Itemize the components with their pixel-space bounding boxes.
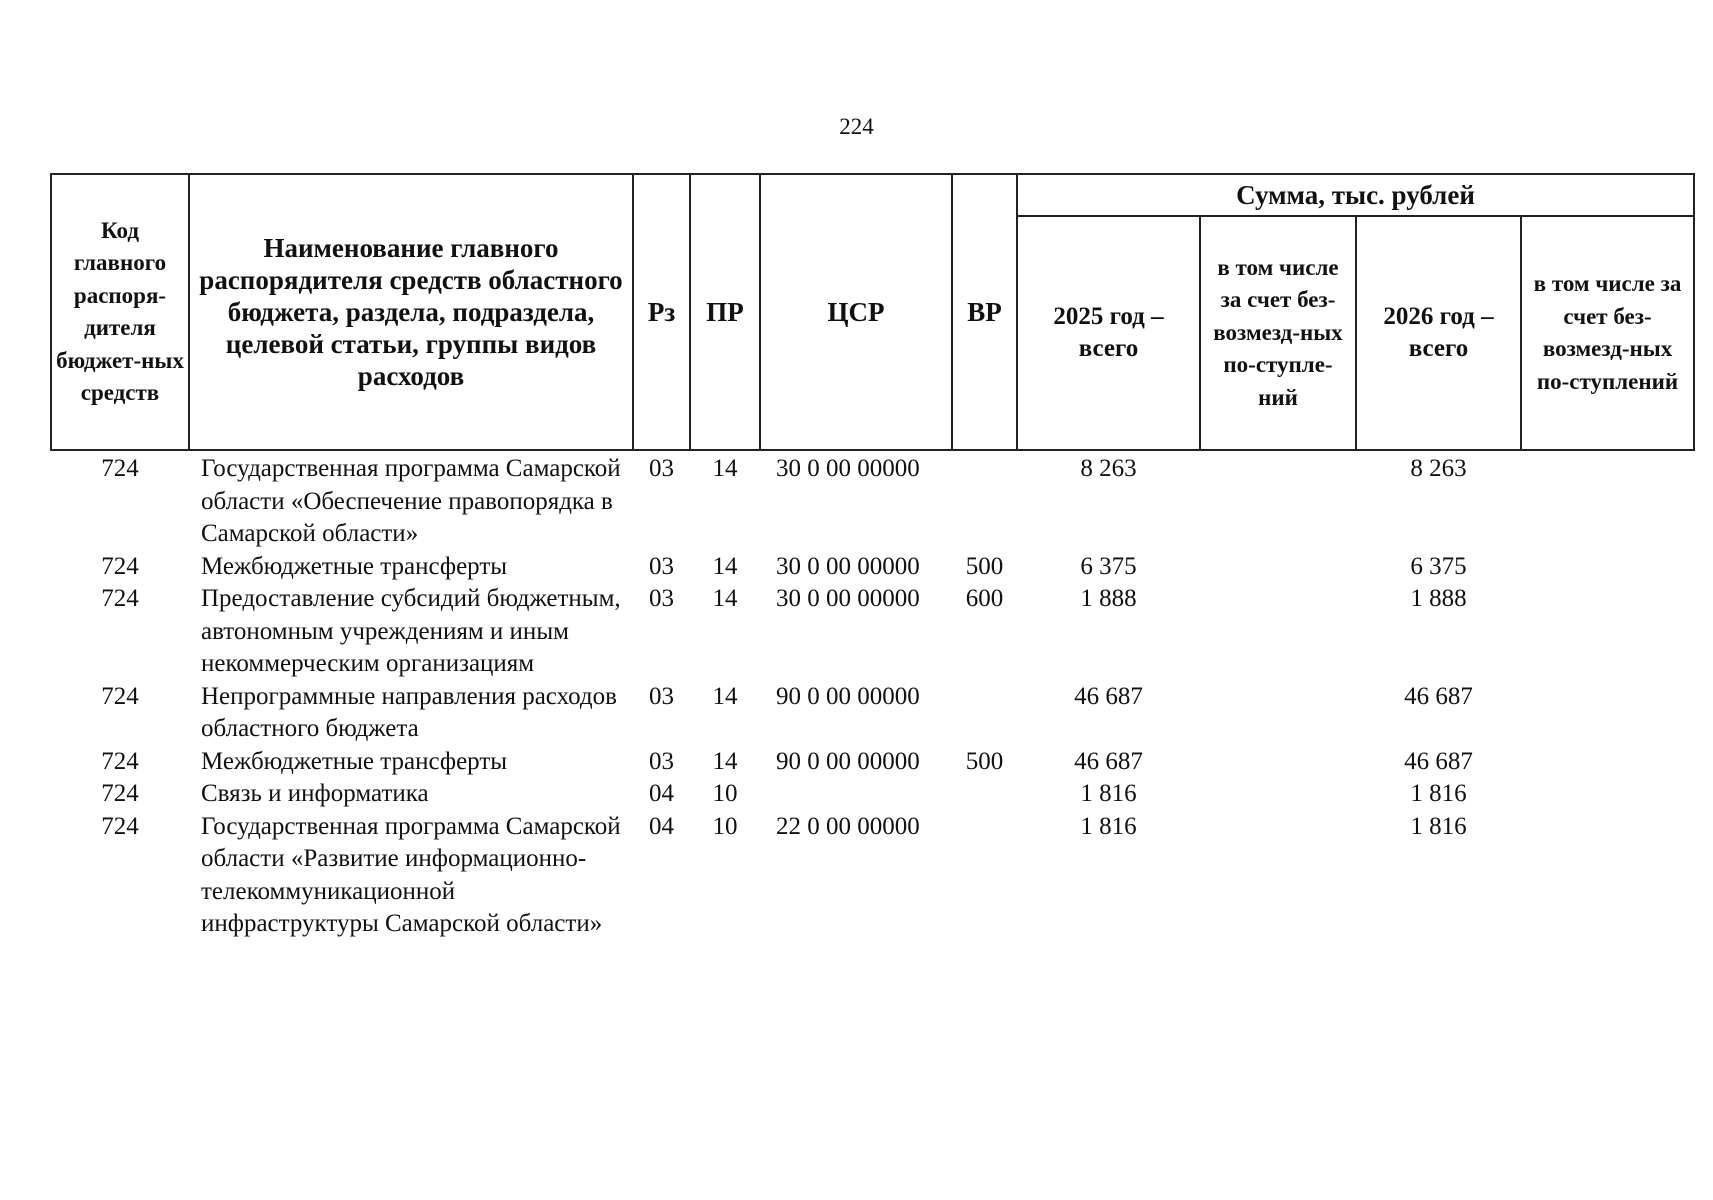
cell-2025-gratuitous [1200, 551, 1356, 584]
cell-2026-total: 8 263 [1410, 455, 1467, 482]
cell-csr: 90 0 00 00000 [776, 747, 920, 775]
cell-2025-total: 1 816 [1080, 780, 1137, 807]
cell-2026-total: 1 888 [1410, 585, 1467, 612]
cell-pr: 14 [712, 455, 738, 482]
cell-2026-gratuitous [1521, 551, 1694, 584]
cell-2025-total: 6 375 [1080, 552, 1137, 580]
cell-name: Связь и информатика [201, 780, 429, 807]
cell-2025-gratuitous [1200, 583, 1356, 681]
table-row [51, 450, 1694, 551]
table-header [51, 174, 1694, 450]
cell-vr: 600 [965, 585, 1004, 612]
cell-code: 724 [101, 812, 139, 840]
page-number: 224 [839, 114, 874, 139]
cell-vr: 500 [965, 747, 1004, 775]
cell-2026-gratuitous [1521, 450, 1694, 551]
cell-csr: 30 0 00 00000 [776, 585, 920, 612]
cell-2025-gratuitous [1200, 811, 1356, 941]
cell-code: 724 [101, 455, 139, 482]
header-name: Наименование главного распорядителя средств областного бюджета, раздела, подраздела, целевой статьи, группы видов расходов [189, 174, 633, 450]
table-row [51, 746, 1694, 779]
cell-pr: 14 [712, 682, 738, 710]
cell-name: Межбюджетные трансферты [201, 747, 508, 775]
cell-pr: 14 [712, 747, 738, 775]
cell-2026-gratuitous [1521, 778, 1694, 811]
cell-2025-total: 46 687 [1074, 747, 1143, 775]
table-row [51, 551, 1694, 584]
cell-csr: 30 0 00 00000 [776, 455, 920, 482]
cell-code: 724 [101, 747, 139, 775]
table-row [51, 778, 1694, 811]
cell-2026-total: 46 687 [1404, 747, 1473, 775]
table-row [51, 811, 1694, 941]
cell-rz: 03 [649, 455, 674, 482]
cell-vr [952, 778, 1017, 811]
header-2026-gratuitous: в том числе за счет без-возмезд-ных по-ступлений [1521, 216, 1694, 450]
cell-2025-gratuitous [1200, 681, 1356, 746]
cell-csr: 90 0 00 00000 [776, 682, 920, 710]
header-2026-total: 2026 год – всего [1356, 216, 1521, 450]
cell-code: 724 [101, 552, 139, 580]
table-row [51, 583, 1694, 681]
header-code: Код главного распоря-дителя бюджет-ных средств [51, 174, 189, 450]
header-rz: Рз [633, 174, 690, 450]
cell-2026-gratuitous [1521, 811, 1694, 941]
cell-2026-gratuitous [1521, 746, 1694, 779]
cell-2025-gratuitous [1200, 450, 1356, 551]
header-pr: ПР [690, 174, 760, 450]
cell-code: 724 [101, 780, 139, 807]
cell-vr [952, 450, 1017, 551]
cell-rz: 03 [649, 585, 674, 612]
cell-2025-total: 1 888 [1080, 585, 1137, 612]
cell-csr [760, 778, 952, 811]
cell-2025-total: 1 816 [1080, 812, 1137, 840]
cell-name: Непрограммные направления расходов областного бюджета [201, 682, 617, 742]
header-csr: ЦСР [760, 174, 952, 450]
cell-vr: 500 [965, 552, 1004, 580]
cell-name: Государственная программа Самарской области «Обеспечение правопорядка в Самарской области» [201, 455, 621, 547]
cell-name: Предоставление субсидий бюджетным, автономным учреждениям и иным некоммерческим организациям [201, 585, 621, 677]
cell-vr [952, 681, 1017, 746]
header-2025-gratuitous: в том числе за счет без-возмезд-ных по-ступле-ний [1200, 216, 1356, 450]
cell-rz: 03 [649, 747, 674, 775]
header-2025-total: 2025 год – всего [1017, 216, 1200, 450]
cell-rz: 04 [649, 780, 674, 807]
cell-rz: 04 [649, 812, 674, 840]
table-row [51, 681, 1694, 746]
cell-2026-gratuitous [1521, 681, 1694, 746]
cell-2026-total: 6 375 [1410, 552, 1467, 580]
cell-pr: 14 [712, 552, 738, 580]
header-vr: ВР [952, 174, 1017, 450]
cell-vr [952, 811, 1017, 941]
cell-2025-gratuitous [1200, 778, 1356, 811]
cell-code: 724 [101, 682, 139, 710]
cell-2026-total: 1 816 [1410, 812, 1467, 840]
cell-2025-gratuitous [1200, 746, 1356, 779]
cell-2026-total: 1 816 [1410, 780, 1467, 807]
header-sum-group: Сумма, тыс. рублей [1017, 174, 1694, 216]
cell-2026-gratuitous [1521, 583, 1694, 681]
cell-rz: 03 [649, 682, 674, 710]
cell-pr: 10 [712, 780, 738, 807]
cell-pr: 14 [712, 585, 738, 612]
cell-2026-total: 46 687 [1404, 682, 1473, 710]
cell-code: 724 [101, 585, 139, 612]
cell-rz: 03 [649, 552, 674, 580]
cell-name: Межбюджетные трансферты [201, 552, 508, 580]
table-body [51, 450, 1694, 941]
cell-pr: 10 [712, 812, 738, 840]
cell-csr: 22 0 00 00000 [776, 812, 920, 840]
cell-name: Государственная программа Самарской области «Развитие информационно-телекоммуникационной инфраструктуры Самарской области» [201, 812, 621, 937]
cell-2025-total: 8 263 [1080, 455, 1137, 482]
cell-2025-total: 46 687 [1074, 682, 1143, 710]
cell-csr: 30 0 00 00000 [776, 552, 920, 580]
budget-table [50, 173, 1695, 941]
